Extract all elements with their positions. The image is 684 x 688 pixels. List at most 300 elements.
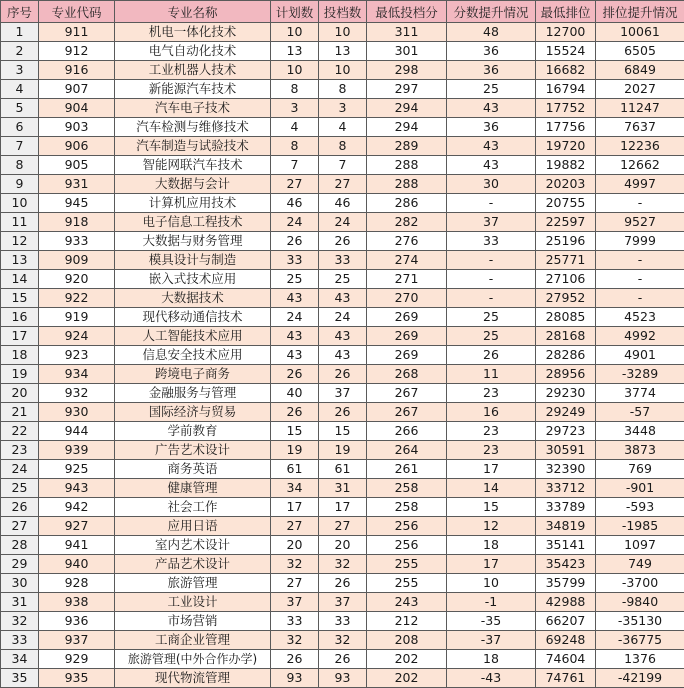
cell-col-rank-change: 4997 xyxy=(596,175,684,194)
cell-col-index: 4 xyxy=(1,80,39,99)
cell-col-major-code: 911 xyxy=(39,23,115,42)
cell-col-score-change: 14 xyxy=(447,479,536,498)
cell-col-admitted-count: 8 xyxy=(319,80,367,99)
table-row xyxy=(1,80,684,99)
cell-col-min-rank: 28085 xyxy=(536,308,596,327)
cell-col-plan-count: 32 xyxy=(271,555,319,574)
cell-col-score-change: -43 xyxy=(447,669,536,688)
cell-col-min-rank: 74604 xyxy=(536,650,596,669)
cell-col-min-score: 267 xyxy=(367,403,447,422)
cell-col-admitted-count: 26 xyxy=(319,650,367,669)
cell-col-score-change: 10 xyxy=(447,574,536,593)
cell-col-score-change: 36 xyxy=(447,118,536,137)
cell-col-major-code: 939 xyxy=(39,441,115,460)
cell-col-admitted-count: 26 xyxy=(319,403,367,422)
header-col-admitted-count: 投档数 xyxy=(319,1,367,23)
cell-col-major-code: 919 xyxy=(39,308,115,327)
cell-col-admitted-count: 26 xyxy=(319,232,367,251)
cell-col-admitted-count: 32 xyxy=(319,631,367,650)
cell-col-rank-change: 6505 xyxy=(596,42,684,61)
cell-col-major-code: 930 xyxy=(39,403,115,422)
cell-col-min-rank: 22597 xyxy=(536,213,596,232)
cell-col-admitted-count: 13 xyxy=(319,42,367,61)
cell-col-min-score: 267 xyxy=(367,384,447,403)
cell-col-plan-count: 17 xyxy=(271,498,319,517)
cell-col-index: 14 xyxy=(1,270,39,289)
cell-col-min-score: 202 xyxy=(367,669,447,688)
cell-col-score-change: 25 xyxy=(447,327,536,346)
cell-col-min-rank: 42988 xyxy=(536,593,596,612)
cell-col-admitted-count: 33 xyxy=(319,612,367,631)
cell-col-min-score: 311 xyxy=(367,23,447,42)
cell-col-rank-change: 4901 xyxy=(596,346,684,365)
cell-col-major-name: 电子信息工程技术 xyxy=(115,213,271,232)
cell-col-rank-change: 4992 xyxy=(596,327,684,346)
cell-col-rank-change: - xyxy=(596,251,684,270)
cell-col-min-score: 268 xyxy=(367,365,447,384)
table-row xyxy=(1,308,684,327)
cell-col-plan-count: 40 xyxy=(271,384,319,403)
cell-col-index: 19 xyxy=(1,365,39,384)
cell-col-index: 18 xyxy=(1,346,39,365)
cell-col-major-name: 商务英语 xyxy=(115,460,271,479)
cell-col-score-change: 30 xyxy=(447,175,536,194)
cell-col-min-score: 212 xyxy=(367,612,447,631)
cell-col-plan-count: 8 xyxy=(271,137,319,156)
cell-col-admitted-count: 10 xyxy=(319,61,367,80)
cell-col-major-name: 信息安全技术应用 xyxy=(115,346,271,365)
cell-col-index: 10 xyxy=(1,194,39,213)
cell-col-rank-change: -593 xyxy=(596,498,684,517)
cell-col-major-name: 广告艺术设计 xyxy=(115,441,271,460)
cell-col-rank-change: 749 xyxy=(596,555,684,574)
cell-col-major-code: 906 xyxy=(39,137,115,156)
table-row xyxy=(1,441,684,460)
cell-col-min-score: 282 xyxy=(367,213,447,232)
cell-col-min-rank: 16794 xyxy=(536,80,596,99)
cell-col-min-rank: 16682 xyxy=(536,61,596,80)
cell-col-min-score: 256 xyxy=(367,517,447,536)
cell-col-plan-count: 15 xyxy=(271,422,319,441)
cell-col-min-score: 269 xyxy=(367,308,447,327)
cell-col-rank-change: -3289 xyxy=(596,365,684,384)
cell-col-min-rank: 17756 xyxy=(536,118,596,137)
table-row xyxy=(1,517,684,536)
cell-col-min-score: 258 xyxy=(367,479,447,498)
cell-col-plan-count: 19 xyxy=(271,441,319,460)
cell-col-min-rank: 25196 xyxy=(536,232,596,251)
table-row xyxy=(1,612,684,631)
cell-col-plan-count: 34 xyxy=(271,479,319,498)
cell-col-admitted-count: 24 xyxy=(319,308,367,327)
cell-col-rank-change: -3700 xyxy=(596,574,684,593)
cell-col-index: 5 xyxy=(1,99,39,118)
cell-col-min-score: 266 xyxy=(367,422,447,441)
cell-col-admitted-count: 4 xyxy=(319,118,367,137)
cell-col-rank-change: - xyxy=(596,194,684,213)
cell-col-major-code: 925 xyxy=(39,460,115,479)
cell-col-rank-change: 2027 xyxy=(596,80,684,99)
cell-col-plan-count: 24 xyxy=(271,308,319,327)
table-row xyxy=(1,593,684,612)
cell-col-major-name: 现代物流管理 xyxy=(115,669,271,688)
table-row xyxy=(1,346,684,365)
table-header xyxy=(1,1,684,23)
cell-col-major-code: 945 xyxy=(39,194,115,213)
cell-col-index: 13 xyxy=(1,251,39,270)
cell-col-major-name: 工业设计 xyxy=(115,593,271,612)
table-row xyxy=(1,194,684,213)
cell-col-major-name: 旅游管理(中外合作办学) xyxy=(115,650,271,669)
cell-col-min-score: 286 xyxy=(367,194,447,213)
cell-col-plan-count: 7 xyxy=(271,156,319,175)
cell-col-min-score: 255 xyxy=(367,574,447,593)
cell-col-rank-change: 7999 xyxy=(596,232,684,251)
cell-col-score-change: 36 xyxy=(447,42,536,61)
cell-col-index: 16 xyxy=(1,308,39,327)
cell-col-plan-count: 25 xyxy=(271,270,319,289)
table-row xyxy=(1,232,684,251)
cell-col-admitted-count: 26 xyxy=(319,365,367,384)
cell-col-plan-count: 20 xyxy=(271,536,319,555)
cell-col-plan-count: 93 xyxy=(271,669,319,688)
table-row xyxy=(1,23,684,42)
table-row xyxy=(1,137,684,156)
cell-col-score-change: 23 xyxy=(447,422,536,441)
cell-col-min-rank: 35423 xyxy=(536,555,596,574)
cell-col-major-code: 922 xyxy=(39,289,115,308)
table-row xyxy=(1,669,684,688)
cell-col-major-name: 计算机应用技术 xyxy=(115,194,271,213)
cell-col-major-code: 941 xyxy=(39,536,115,555)
cell-col-min-rank: 29249 xyxy=(536,403,596,422)
cell-col-major-name: 社会工作 xyxy=(115,498,271,517)
cell-col-plan-count: 4 xyxy=(271,118,319,137)
cell-col-min-score: 271 xyxy=(367,270,447,289)
header-col-min-rank: 最低排位 xyxy=(536,1,596,23)
cell-col-plan-count: 26 xyxy=(271,403,319,422)
cell-col-rank-change: 9527 xyxy=(596,213,684,232)
cell-col-score-change: 15 xyxy=(447,498,536,517)
cell-col-min-rank: 29723 xyxy=(536,422,596,441)
table-row xyxy=(1,118,684,137)
cell-col-index: 21 xyxy=(1,403,39,422)
cell-col-rank-change: 10061 xyxy=(596,23,684,42)
table-row xyxy=(1,213,684,232)
cell-col-plan-count: 61 xyxy=(271,460,319,479)
cell-col-min-rank: 28956 xyxy=(536,365,596,384)
cell-col-index: 3 xyxy=(1,61,39,80)
cell-col-major-code: 920 xyxy=(39,270,115,289)
cell-col-score-change: 12 xyxy=(447,517,536,536)
cell-col-score-change: 36 xyxy=(447,61,536,80)
cell-col-major-code: 934 xyxy=(39,365,115,384)
cell-col-major-code: 905 xyxy=(39,156,115,175)
cell-col-major-code: 943 xyxy=(39,479,115,498)
cell-col-plan-count: 37 xyxy=(271,593,319,612)
cell-col-rank-change: -1985 xyxy=(596,517,684,536)
cell-col-min-rank: 19882 xyxy=(536,156,596,175)
cell-col-major-code: 903 xyxy=(39,118,115,137)
cell-col-rank-change: 4523 xyxy=(596,308,684,327)
cell-col-plan-count: 32 xyxy=(271,631,319,650)
table-row xyxy=(1,555,684,574)
table-row xyxy=(1,289,684,308)
table-row xyxy=(1,631,684,650)
cell-col-admitted-count: 15 xyxy=(319,422,367,441)
cell-col-major-name: 学前教育 xyxy=(115,422,271,441)
cell-col-major-code: 904 xyxy=(39,99,115,118)
cell-col-admitted-count: 26 xyxy=(319,574,367,593)
cell-col-min-score: 294 xyxy=(367,99,447,118)
cell-col-admitted-count: 61 xyxy=(319,460,367,479)
cell-col-index: 23 xyxy=(1,441,39,460)
cell-col-major-code: 909 xyxy=(39,251,115,270)
cell-col-score-change: 25 xyxy=(447,80,536,99)
cell-col-admitted-count: 27 xyxy=(319,175,367,194)
cell-col-admitted-count: 19 xyxy=(319,441,367,460)
cell-col-min-score: 264 xyxy=(367,441,447,460)
cell-col-score-change: 17 xyxy=(447,460,536,479)
cell-col-major-name: 机电一体化技术 xyxy=(115,23,271,42)
cell-col-plan-count: 43 xyxy=(271,327,319,346)
cell-col-index: 22 xyxy=(1,422,39,441)
cell-col-rank-change: 12236 xyxy=(596,137,684,156)
cell-col-plan-count: 26 xyxy=(271,232,319,251)
cell-col-index: 33 xyxy=(1,631,39,650)
cell-col-major-code: 942 xyxy=(39,498,115,517)
cell-col-major-name: 大数据技术 xyxy=(115,289,271,308)
cell-col-score-change: - xyxy=(447,270,536,289)
cell-col-min-score: 202 xyxy=(367,650,447,669)
cell-col-major-name: 国际经济与贸易 xyxy=(115,403,271,422)
cell-col-rank-change: 3873 xyxy=(596,441,684,460)
cell-col-major-code: 924 xyxy=(39,327,115,346)
cell-col-min-score: 255 xyxy=(367,555,447,574)
cell-col-rank-change: -42199 xyxy=(596,669,684,688)
cell-col-admitted-count: 8 xyxy=(319,137,367,156)
cell-col-score-change: 18 xyxy=(447,650,536,669)
cell-col-min-score: 289 xyxy=(367,137,447,156)
cell-col-min-score: 269 xyxy=(367,327,447,346)
cell-col-min-rank: 69248 xyxy=(536,631,596,650)
cell-col-score-change: 48 xyxy=(447,23,536,42)
cell-col-min-score: 301 xyxy=(367,42,447,61)
cell-col-min-rank: 34819 xyxy=(536,517,596,536)
cell-col-major-name: 工商企业管理 xyxy=(115,631,271,650)
cell-col-min-rank: 30591 xyxy=(536,441,596,460)
cell-col-major-code: 918 xyxy=(39,213,115,232)
table-row xyxy=(1,498,684,517)
cell-col-score-change: - xyxy=(447,251,536,270)
cell-col-admitted-count: 24 xyxy=(319,213,367,232)
table-row xyxy=(1,156,684,175)
cell-col-rank-change: - xyxy=(596,289,684,308)
cell-col-major-name: 旅游管理 xyxy=(115,574,271,593)
cell-col-min-score: 288 xyxy=(367,156,447,175)
cell-col-plan-count: 13 xyxy=(271,42,319,61)
table-row xyxy=(1,270,684,289)
cell-col-major-name: 室内艺术设计 xyxy=(115,536,271,555)
table-row xyxy=(1,365,684,384)
cell-col-score-change: 23 xyxy=(447,384,536,403)
cell-col-min-rank: 20203 xyxy=(536,175,596,194)
cell-col-index: 31 xyxy=(1,593,39,612)
cell-col-admitted-count: 20 xyxy=(319,536,367,555)
header-col-major-code: 专业代码 xyxy=(39,1,115,23)
cell-col-min-score: 294 xyxy=(367,118,447,137)
cell-col-min-score: 276 xyxy=(367,232,447,251)
cell-col-admitted-count: 43 xyxy=(319,289,367,308)
cell-col-rank-change: 11247 xyxy=(596,99,684,118)
cell-col-min-rank: 20755 xyxy=(536,194,596,213)
cell-col-plan-count: 33 xyxy=(271,251,319,270)
header-col-plan-count: 计划数 xyxy=(271,1,319,23)
cell-col-score-change: 33 xyxy=(447,232,536,251)
cell-col-index: 7 xyxy=(1,137,39,156)
cell-col-min-rank: 12700 xyxy=(536,23,596,42)
cell-col-min-score: 270 xyxy=(367,289,447,308)
cell-col-score-change: 11 xyxy=(447,365,536,384)
cell-col-major-name: 现代移动通信技术 xyxy=(115,308,271,327)
cell-col-rank-change: 6849 xyxy=(596,61,684,80)
cell-col-min-score: 298 xyxy=(367,61,447,80)
cell-col-min-rank: 27106 xyxy=(536,270,596,289)
cell-col-index: 1 xyxy=(1,23,39,42)
cell-col-admitted-count: 32 xyxy=(319,555,367,574)
table-row xyxy=(1,42,684,61)
cell-col-admitted-count: 46 xyxy=(319,194,367,213)
cell-col-admitted-count: 31 xyxy=(319,479,367,498)
table-row xyxy=(1,422,684,441)
table-row xyxy=(1,251,684,270)
cell-col-min-score: 243 xyxy=(367,593,447,612)
table-row xyxy=(1,650,684,669)
cell-col-rank-change: 12662 xyxy=(596,156,684,175)
cell-col-index: 17 xyxy=(1,327,39,346)
cell-col-score-change: 23 xyxy=(447,441,536,460)
table-row xyxy=(1,574,684,593)
table-row xyxy=(1,61,684,80)
cell-col-major-name: 汽车电子技术 xyxy=(115,99,271,118)
table-body xyxy=(1,23,684,688)
cell-col-major-name: 工业机器人技术 xyxy=(115,61,271,80)
cell-col-score-change: 43 xyxy=(447,99,536,118)
cell-col-major-name: 金融服务与管理 xyxy=(115,384,271,403)
cell-col-plan-count: 46 xyxy=(271,194,319,213)
cell-col-plan-count: 3 xyxy=(271,99,319,118)
cell-col-major-code: 938 xyxy=(39,593,115,612)
cell-col-index: 8 xyxy=(1,156,39,175)
cell-col-major-code: 929 xyxy=(39,650,115,669)
cell-col-major-code: 936 xyxy=(39,612,115,631)
header-row xyxy=(1,1,684,23)
cell-col-major-code: 907 xyxy=(39,80,115,99)
cell-col-index: 25 xyxy=(1,479,39,498)
cell-col-plan-count: 8 xyxy=(271,80,319,99)
cell-col-admitted-count: 93 xyxy=(319,669,367,688)
cell-col-major-name: 应用日语 xyxy=(115,517,271,536)
cell-col-rank-change: -9840 xyxy=(596,593,684,612)
cell-col-plan-count: 27 xyxy=(271,517,319,536)
cell-col-major-code: 940 xyxy=(39,555,115,574)
cell-col-major-code: 937 xyxy=(39,631,115,650)
cell-col-admitted-count: 37 xyxy=(319,593,367,612)
cell-col-admitted-count: 10 xyxy=(319,23,367,42)
cell-col-index: 9 xyxy=(1,175,39,194)
cell-col-index: 30 xyxy=(1,574,39,593)
table-row xyxy=(1,479,684,498)
cell-col-plan-count: 10 xyxy=(271,23,319,42)
cell-col-rank-change: -57 xyxy=(596,403,684,422)
cell-col-plan-count: 10 xyxy=(271,61,319,80)
cell-col-score-change: 16 xyxy=(447,403,536,422)
header-col-index: 序号 xyxy=(1,1,39,23)
cell-col-min-rank: 28168 xyxy=(536,327,596,346)
cell-col-admitted-count: 17 xyxy=(319,498,367,517)
cell-col-major-code: 944 xyxy=(39,422,115,441)
cell-col-plan-count: 33 xyxy=(271,612,319,631)
table-row xyxy=(1,403,684,422)
cell-col-plan-count: 26 xyxy=(271,365,319,384)
cell-col-rank-change: 769 xyxy=(596,460,684,479)
cell-col-index: 35 xyxy=(1,669,39,688)
cell-col-index: 24 xyxy=(1,460,39,479)
cell-col-major-name: 汽车检测与维修技术 xyxy=(115,118,271,137)
cell-col-min-rank: 32390 xyxy=(536,460,596,479)
cell-col-major-name: 电气自动化技术 xyxy=(115,42,271,61)
cell-col-min-rank: 15524 xyxy=(536,42,596,61)
cell-col-min-rank: 27952 xyxy=(536,289,596,308)
cell-col-rank-change: 7637 xyxy=(596,118,684,137)
cell-col-min-score: 256 xyxy=(367,536,447,555)
header-col-major-name: 专业名称 xyxy=(115,1,271,23)
cell-col-index: 32 xyxy=(1,612,39,631)
cell-col-plan-count: 43 xyxy=(271,289,319,308)
cell-col-index: 28 xyxy=(1,536,39,555)
cell-col-rank-change: -901 xyxy=(596,479,684,498)
cell-col-admitted-count: 7 xyxy=(319,156,367,175)
cell-col-rank-change: 1376 xyxy=(596,650,684,669)
cell-col-min-rank: 29230 xyxy=(536,384,596,403)
cell-col-score-change: - xyxy=(447,194,536,213)
cell-col-index: 26 xyxy=(1,498,39,517)
cell-col-score-change: 26 xyxy=(447,346,536,365)
cell-col-admitted-count: 3 xyxy=(319,99,367,118)
cell-col-score-change: - xyxy=(447,289,536,308)
cell-col-index: 2 xyxy=(1,42,39,61)
cell-col-major-code: 933 xyxy=(39,232,115,251)
cell-col-major-code: 923 xyxy=(39,346,115,365)
cell-col-major-code: 916 xyxy=(39,61,115,80)
cell-col-index: 12 xyxy=(1,232,39,251)
cell-col-index: 27 xyxy=(1,517,39,536)
cell-col-major-name: 大数据与财务管理 xyxy=(115,232,271,251)
cell-col-min-score: 274 xyxy=(367,251,447,270)
cell-col-plan-count: 24 xyxy=(271,213,319,232)
cell-col-plan-count: 26 xyxy=(271,650,319,669)
cell-col-min-score: 269 xyxy=(367,346,447,365)
cell-col-min-rank: 33712 xyxy=(536,479,596,498)
cell-col-major-name: 人工智能技术应用 xyxy=(115,327,271,346)
cell-col-min-score: 288 xyxy=(367,175,447,194)
cell-col-major-name: 市场营销 xyxy=(115,612,271,631)
cell-col-min-rank: 19720 xyxy=(536,137,596,156)
cell-col-min-rank: 33789 xyxy=(536,498,596,517)
cell-col-major-code: 935 xyxy=(39,669,115,688)
cell-col-min-score: 297 xyxy=(367,80,447,99)
cell-col-admitted-count: 43 xyxy=(319,327,367,346)
